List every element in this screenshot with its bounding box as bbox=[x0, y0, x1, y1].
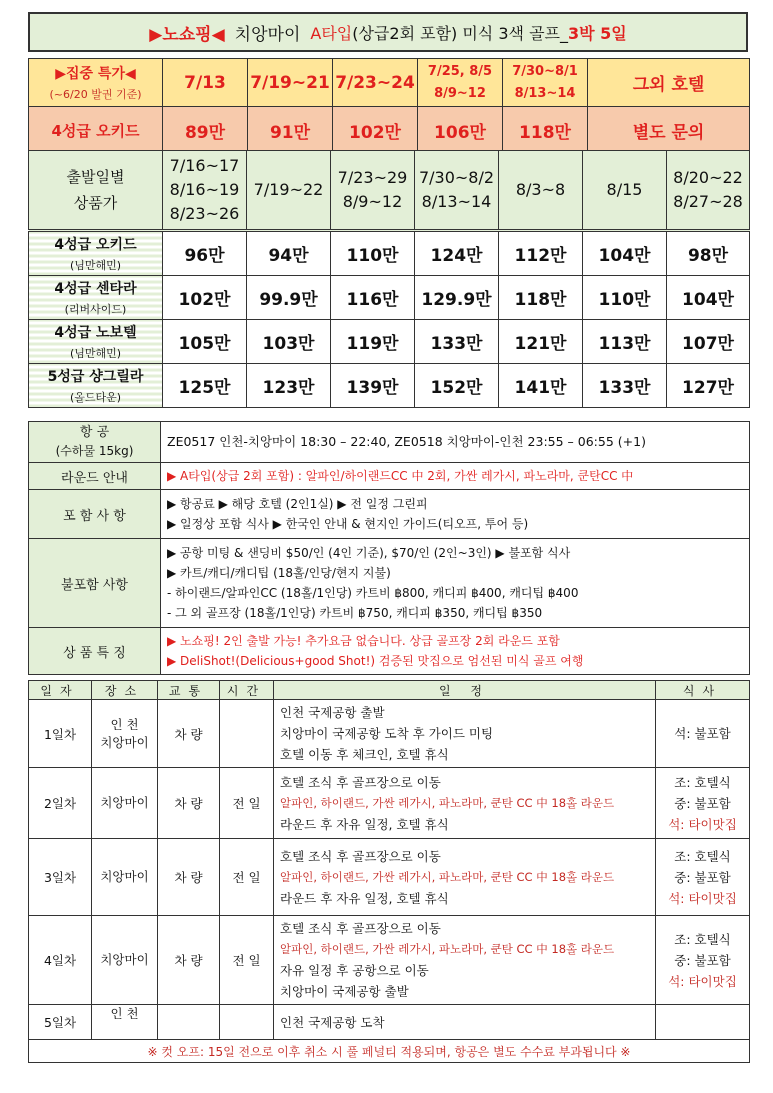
hotel-price: 112만 bbox=[499, 231, 583, 276]
hotel-price: 110만 bbox=[583, 276, 667, 320]
hotel-name: 5성급 샹그릴라 bbox=[47, 369, 144, 385]
day-cell: 2일차 bbox=[29, 768, 92, 839]
meal-line: 중: 불포함 bbox=[674, 795, 731, 811]
itinerary-day-row bbox=[29, 1005, 750, 1040]
hotel-label bbox=[29, 364, 163, 408]
hotel-price: 123만 bbox=[247, 364, 331, 408]
departure-label-line2: 상품가 bbox=[73, 194, 118, 212]
day-cell: 4일차 bbox=[29, 916, 92, 1005]
hotel-price: 99.9만 bbox=[247, 276, 331, 320]
features-label: 상 품 특 징 bbox=[29, 628, 161, 675]
hotel-name: 4성급 노보텔 bbox=[54, 325, 137, 341]
hotel-area: (올드타운) bbox=[69, 391, 122, 404]
special-price: 106만 bbox=[418, 107, 503, 155]
itinerary-day-row bbox=[29, 768, 750, 839]
included-item: ▶ 일정상 포함 식사 ▶ 한국인 안내 & 현지인 가이드(티오프, 투어 등) bbox=[167, 517, 529, 531]
round-info: ▶ A타입(상급 2회 포함) : 알파인/하이랜드CC 中 2회, 가싼 레가시, 파노라마, 쿤탄CC 中 bbox=[161, 463, 750, 490]
place-cell: 인 천 bbox=[92, 1005, 158, 1040]
special-price: 118만 bbox=[503, 107, 588, 155]
meal-line: 석: 타이맛집 bbox=[668, 816, 737, 832]
cutoff-notice: ※ 컷 오프: 15일 전으로 이후 취소 시 풀 페널티 적용되며, 항공은 별도 수수료 부과됩니다 ※ bbox=[29, 1040, 750, 1063]
hotel-price: 105만 bbox=[163, 320, 247, 364]
schedule-cell bbox=[274, 916, 656, 1005]
meal-cell bbox=[656, 700, 750, 768]
hotel-price: 125만 bbox=[163, 364, 247, 408]
hotel-price: 118만 bbox=[499, 276, 583, 320]
flight-row bbox=[29, 422, 750, 463]
special-label-cell bbox=[29, 59, 163, 107]
special-sublabel: (~6/20 발권 기준) bbox=[49, 88, 142, 101]
product-info-table bbox=[28, 421, 750, 675]
itinerary-footer-row bbox=[29, 1040, 750, 1063]
hotel-label bbox=[29, 320, 163, 364]
departure-label bbox=[29, 151, 163, 231]
special-label: ▶집중 특가◀ bbox=[55, 66, 136, 82]
place-cell: 치앙마이 bbox=[92, 916, 158, 1005]
meal-line: 조: 호텔식 bbox=[674, 774, 731, 790]
header-schedule: 일 정 bbox=[274, 681, 656, 700]
hotel-price: 121만 bbox=[499, 320, 583, 364]
hotel-price: 110만 bbox=[331, 231, 415, 276]
hotel-price: 133만 bbox=[583, 364, 667, 408]
included-row bbox=[29, 490, 750, 539]
meal-line: 조: 호텔식 bbox=[674, 848, 731, 864]
hotel-price: 127만 bbox=[667, 364, 750, 408]
schedule-line: 호텔 조식 후 골프장으로 이동 bbox=[280, 848, 441, 864]
hotel-price-row bbox=[29, 320, 750, 364]
title-prefix: ▶노쇼핑◀ bbox=[149, 24, 225, 45]
special-date: 7/19~21 bbox=[248, 59, 333, 107]
day-cell: 5일차 bbox=[29, 1005, 92, 1040]
hotel-name: 4성급 센타라 bbox=[54, 281, 137, 297]
features-list bbox=[161, 628, 750, 675]
header-place: 장소 bbox=[92, 681, 158, 700]
meal-line: 중: 불포함 bbox=[674, 952, 731, 968]
schedule-line: 알파인, 하이랜드, 가싼 레가시, 파노라마, 쿤탄 CC 中 18홀 라운드 bbox=[280, 869, 615, 884]
special-dates-row bbox=[29, 59, 750, 107]
meal-cell bbox=[656, 768, 750, 839]
header-meals: 식사 bbox=[656, 681, 750, 700]
flight-sub: (수하물 15kg) bbox=[55, 443, 134, 458]
title-destination: 치앙마이 bbox=[234, 24, 301, 45]
schedule-line: 호텔 조식 후 골프장으로 이동 bbox=[280, 774, 441, 790]
hotel-price: 124만 bbox=[415, 231, 499, 276]
special-hotel: 4성급 오키드 bbox=[29, 107, 163, 155]
meal-line: 석: 타이맛집 bbox=[668, 890, 737, 906]
itinerary-header bbox=[29, 681, 750, 700]
meal-line: 중: 불포함 bbox=[674, 869, 731, 885]
meal-cell bbox=[656, 839, 750, 916]
feature-item: ▶ DeliShot!(Delicious+good Shot!) 검증된 맛집으로 엄선된 미식 골프 여행 bbox=[167, 654, 584, 668]
hotel-price-row bbox=[29, 231, 750, 276]
hotel-label bbox=[29, 231, 163, 276]
day-cell: 1일차 bbox=[29, 700, 92, 768]
hotel-price: 98만 bbox=[667, 231, 750, 276]
schedule-line: 알파인, 하이랜드, 가싼 레가시, 파노라마, 쿤탄 CC 中 18홀 라운드 bbox=[280, 942, 615, 956]
included-item: ▶ 항공료 ▶ 해당 호텔 (2인1실) ▶ 전 일정 그린피 bbox=[167, 497, 428, 511]
hotel-price: 103만 bbox=[247, 320, 331, 364]
transport-cell: 차 량 bbox=[158, 768, 220, 839]
departure-dates-row bbox=[29, 151, 750, 231]
hotel-price: 133만 bbox=[415, 320, 499, 364]
page-title bbox=[28, 12, 748, 52]
departure-date: 7/30~8/2 8/13~14 bbox=[415, 151, 499, 231]
included-label: 포 함 사 항 bbox=[29, 490, 161, 539]
schedule-line: 라운드 후 자유 일정, 호텔 휴식 bbox=[280, 816, 449, 832]
hotel-area: (님만해민) bbox=[69, 259, 122, 272]
time-cell: 전 일 bbox=[220, 916, 274, 1005]
transport-cell: 차 량 bbox=[158, 700, 220, 768]
hotel-area: (님만해민) bbox=[69, 347, 122, 360]
features-row bbox=[29, 628, 750, 675]
excluded-item: - 그 외 골프장 (18홀/1인당) 카트비 ฿750, 캐디피 ฿350, 캐디팁 ฿350 bbox=[167, 606, 543, 620]
departure-label-line1: 출발일별 bbox=[66, 168, 125, 186]
time-cell: 전 일 bbox=[220, 839, 274, 916]
special-price: 102만 bbox=[333, 107, 418, 155]
hotel-price: 104만 bbox=[667, 276, 750, 320]
time-cell: 전 일 bbox=[220, 768, 274, 839]
departure-date: 8/15 bbox=[583, 151, 667, 231]
round-label: 라운드 안내 bbox=[29, 463, 161, 490]
other-hotel-label: 그외 호텔 bbox=[588, 59, 750, 107]
departure-date: 8/3~8 bbox=[499, 151, 583, 231]
schedule-line: 인천 국제공항 출발 bbox=[280, 705, 385, 720]
round-row bbox=[29, 463, 750, 490]
special-price-row bbox=[29, 107, 750, 155]
hotel-price: 107만 bbox=[667, 320, 750, 364]
title-type: A타입 bbox=[310, 23, 353, 43]
meal-line: 석: 불포함 bbox=[674, 726, 731, 741]
flight-info: ZE0517 인천-치앙마이 18:30 – 22:40, ZE0518 치앙마이-인천 23:55 – 06:55 (+1) bbox=[161, 422, 750, 463]
meal-line: 석: 타이맛집 bbox=[668, 973, 737, 989]
special-date: 7/23~24 bbox=[333, 59, 418, 107]
departure-date: 7/19~22 bbox=[247, 151, 331, 231]
schedule-line: 알파인, 하이랜드, 가싼 레가시, 파노라마, 쿤탄 CC 中 18홀 라운드 bbox=[280, 795, 615, 810]
transport-cell bbox=[158, 1005, 220, 1040]
schedule-line: 인천 국제공항 도착 bbox=[280, 1014, 385, 1030]
excluded-row bbox=[29, 539, 750, 628]
header-transport: 교통 bbox=[158, 681, 220, 700]
hotel-label bbox=[29, 276, 163, 320]
special-date: 7/30~8/1 8/13~14 bbox=[503, 59, 588, 107]
excluded-item: ▶ 카트/캐디/캐디팁 (18홀/인당/현지 지불) bbox=[167, 566, 391, 580]
transport-cell: 차 량 bbox=[158, 916, 220, 1005]
excluded-item: - 하이랜드/알파인CC (18홀/1인당) 카트비 ฿800, 캐디피 ฿400, 캐디팁 ฿400 bbox=[167, 586, 579, 600]
place-cell: 치앙마이 bbox=[92, 768, 158, 839]
special-date: 7/13 bbox=[163, 59, 248, 107]
schedule-line: 치앙마이 국제공항 도착 후 가이드 미팅 bbox=[280, 726, 494, 741]
special-price: 91만 bbox=[248, 107, 333, 155]
meal-line: 조: 호텔식 bbox=[674, 931, 731, 947]
schedule-line: 호텔 조식 후 골프장으로 이동 bbox=[280, 921, 441, 936]
included-list bbox=[161, 490, 750, 539]
hotel-area: (리버사이드) bbox=[64, 303, 127, 316]
excluded-item: ▶ 공항 미팅 & 샌딩비 $50/인 (4인 기준), $70/인 (2인~3인) ▶ 불포함 식사 bbox=[167, 546, 571, 560]
meal-cell bbox=[656, 916, 750, 1005]
hotel-price: 116만 bbox=[331, 276, 415, 320]
time-cell bbox=[220, 700, 274, 768]
departure-date: 8/20~22 8/27~28 bbox=[667, 151, 750, 231]
hotel-price-row bbox=[29, 364, 750, 408]
special-price: 89만 bbox=[163, 107, 248, 155]
title-duration: 3박 5일 bbox=[567, 23, 627, 43]
meal-cell bbox=[656, 1005, 750, 1040]
flight-label: 항 공 bbox=[79, 424, 110, 440]
schedule-line: 호텔 이동 후 체크인, 호텔 휴식 bbox=[280, 747, 449, 762]
day-cell: 3일차 bbox=[29, 839, 92, 916]
hotel-price: 152만 bbox=[415, 364, 499, 408]
hotel-price: 94만 bbox=[247, 231, 331, 276]
hotel-price-row bbox=[29, 276, 750, 320]
itinerary-day-row bbox=[29, 839, 750, 916]
hotel-price: 113만 bbox=[583, 320, 667, 364]
hotel-price: 102만 bbox=[163, 276, 247, 320]
departure-price-table bbox=[28, 150, 750, 408]
schedule-line: 라운드 후 자유 일정, 호텔 휴식 bbox=[280, 890, 449, 906]
hotel-price: 141만 bbox=[499, 364, 583, 408]
departure-date: 7/23~29 8/9~12 bbox=[331, 151, 415, 231]
hotel-price: 104만 bbox=[583, 231, 667, 276]
other-hotel-price: 별도 문의 bbox=[588, 107, 750, 155]
special-date: 7/25, 8/5 8/9~12 bbox=[418, 59, 503, 107]
time-cell bbox=[220, 1005, 274, 1040]
feature-item: ▶ 노쇼핑! 2인 출발 가능! 추가요금 없습니다. 상급 골프장 2회 라운드 포함 bbox=[167, 634, 560, 648]
hotel-price: 129.9만 bbox=[415, 276, 499, 320]
schedule-cell bbox=[274, 768, 656, 839]
special-price-table bbox=[28, 58, 750, 155]
schedule-cell bbox=[274, 700, 656, 768]
schedule-cell bbox=[274, 839, 656, 916]
header-time: 시간 bbox=[220, 681, 274, 700]
hotel-price: 139만 bbox=[331, 364, 415, 408]
itinerary-body bbox=[29, 700, 750, 1040]
itinerary-day-row bbox=[29, 916, 750, 1005]
place-cell: 인 천 치앙마이 bbox=[92, 700, 158, 768]
title-desc: (상급2회 포함) 미식 3색 골프_ bbox=[352, 23, 568, 43]
hotel-price: 119만 bbox=[331, 320, 415, 364]
schedule-line: 자유 일정 후 공항으로 이동 bbox=[280, 963, 429, 978]
excluded-list bbox=[161, 539, 750, 628]
excluded-label: 불포함 사항 bbox=[29, 539, 161, 628]
place-cell: 치앙마이 bbox=[92, 839, 158, 916]
header-day: 일자 bbox=[29, 681, 92, 700]
itinerary-table bbox=[28, 680, 750, 1063]
hotel-name: 4성급 오키드 bbox=[54, 237, 137, 253]
schedule-cell bbox=[274, 1005, 656, 1040]
schedule-line: 치앙마이 국제공항 출발 bbox=[280, 984, 409, 999]
hotel-price: 96만 bbox=[163, 231, 247, 276]
transport-cell: 차 량 bbox=[158, 839, 220, 916]
flight-label-cell bbox=[29, 422, 161, 463]
departure-date: 7/16~17 8/16~19 8/23~26 bbox=[163, 151, 247, 231]
itinerary-day-row bbox=[29, 700, 750, 768]
